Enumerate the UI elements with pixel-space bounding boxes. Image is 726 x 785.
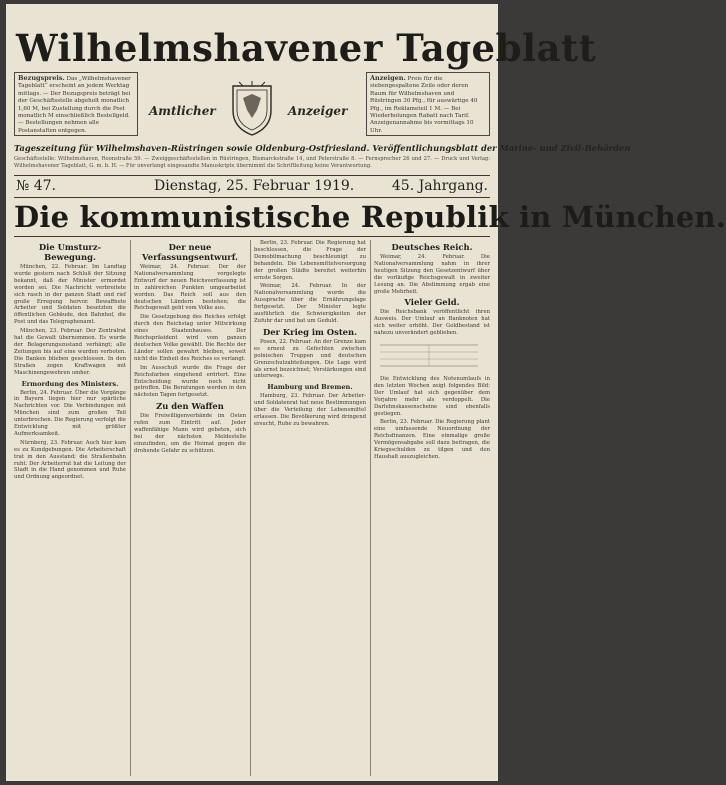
column-2-paragraph: Im Ausschuß wurde die Frage der Reichsfarben eingehend erörtert. Eine Entscheidung wurde noch nicht getroffen. Die Beratungen werden in den nächsten Tagen fortgesetzt. bbox=[134, 364, 246, 399]
column-2-heading: Zu den Waffen bbox=[156, 401, 224, 412]
column-4-paragraph: Berlin, 23. Februar. Die Regierung plant eine umfassende Neuordnung der Reichsfinanzen. Eine einmalige große Vermögensabgabe soll dazu beitragen, die Kriegsschulden zu tilgen und den Haushalt auszugleichen. bbox=[374, 419, 490, 460]
issue-date: Dienstag, 25. Februar 1919. bbox=[154, 178, 355, 194]
newspaper-page bbox=[6, 4, 726, 781]
coat-of-arms-icon bbox=[227, 80, 277, 138]
column-2-heading: Der neue Verfassungsentwurf. bbox=[142, 242, 238, 262]
column-1-heading: Die Umsturz-Bewegung. bbox=[38, 242, 102, 262]
column-1-paragraph: Nürnberg, 23. Februar. Auch hier kam es zu Kundgebungen. Die Arbeiterschaft trat in den Ausstand; die Straßenbahn ruht. Der Arbeiterrat hat die Leitung der Stadt in die Hand genommen und Ruhe und Ordnung angeordnet. bbox=[14, 439, 126, 481]
divider-headline bbox=[14, 236, 490, 237]
column-3-paragraph: Weimar, 24. Februar. In der Nationalversammlung wurde die Aussprache über die Ernährungslage fortgesetzt. Der Minister legte ausführlich die Schwierigkeiten der Zufuhr dar und bat um Geduld. bbox=[254, 283, 366, 324]
column-4-paragraph: Die Reichsbank veröffentlicht ihren Ausweis. Der Umlauf an Banknoten hat sich weiter erhöht. Der Goldbestand ist nahezu unverändert geblieben. bbox=[374, 309, 490, 337]
column-3-paragraph: Hamburg, 23. Februar. Der Arbeiter- und Soldatenrat hat neue Bestimmungen über die Verteilung der Lebensmittel erlassen. Die Bevölkerung wird dringend ersucht, Ruhe zu bewahren. bbox=[254, 393, 366, 427]
advertising-box-title: Anzeigen. bbox=[370, 74, 406, 82]
column-3-paragraph: Posen, 22. Februar. An der Grenze kam es erneut zu Gefechten zwischen polnischen Truppen und deutschen Grenzschutzabteilungen. Die Lage wird als ernst bezeichnet; Verstärkungen sind unterwegs. bbox=[254, 338, 366, 380]
subscription-box-title: Bezugspreis. bbox=[18, 74, 65, 82]
banknote-table-graphic bbox=[380, 343, 478, 369]
column-divider bbox=[130, 240, 131, 776]
column-1-paragraph: München, 23. Februar. Der Zentralrat hat die Gewalt übernommen. Es wurde der Belagerungszustand verhängt; alle Zeitungen bis auf eine wurden verboten. Die Banken blieben geschlossen. In den Straßen zogen Kraftwagen mit Maschinengewehren umher. bbox=[14, 328, 126, 376]
column-divider bbox=[370, 240, 371, 776]
column-3-paragraph: Berlin, 23. Februar. Die Regierung hat beschlossen, die Frage der Demobilmachung beschleunigt zu behandeln. Die Lebensmittelversorgung der großen Städte bereitet weiterhin ernste Sorgen. bbox=[254, 240, 366, 281]
column-4 bbox=[374, 240, 490, 776]
column-4-paragraph: Weimar, 24. Februar. Die Nationalversammlung nahm in ihrer heutigen Sitzung den Gesetzentwurf über die vorläufige Reichsgewalt in zweiter Lesung an. Die Abstimmung ergab eine große Mehrheit. bbox=[374, 254, 490, 295]
subscription-box bbox=[14, 72, 138, 136]
masthead-subtitle: Tageszeitung für Wilhelmshaven-Rüstringen sowie Oldenburg-Ostfriesland. Veröffentlichungsblatt der Marine- und Zivil-Behörden bbox=[14, 143, 631, 153]
column-3-heading: Der Krieg im Osten. bbox=[262, 326, 358, 337]
masthead-title: Wilhelmshavener Tageblatt bbox=[16, 26, 597, 70]
column-4-heading: Vieler Geld. bbox=[404, 297, 460, 308]
column-2-paragraph: Weimar, 24. Februar. Der der Nationalversammlung vorgelegte Entwurf der neuen Reichsverfassung ist in zahlreichen Punkten umgearbeitet worden. Das Reich soll aus den deutschen Ländern bestehen; die Reichsgewalt geht vom Volke aus. bbox=[134, 264, 246, 312]
publisher-contacts: Geschäftsstelle: Wilhelmshaven, Roonstraße 59. — Zweiggeschäftsstellen in Rüstringen, Bismarckstraße 14, und Peterstraße 8. — Fernsprecher 26 und 27. — Druck und Verlag: Wilhelmshavener Tageblatt, G. m. b. H. — Für unverlangt eingesandte Manuskripte übernimmt die Schriftleitung keine Verantwortung. bbox=[14, 156, 490, 169]
column-divider bbox=[250, 240, 251, 776]
column-1-subheading: Ermordung des Ministers. bbox=[21, 379, 119, 388]
column-3 bbox=[254, 240, 366, 776]
dateline bbox=[14, 176, 490, 196]
column-2 bbox=[134, 240, 246, 776]
column-4-paragraph: Die Entwicklung des Notenumlaufs in den letzten Wochen zeigt folgendes Bild: Der Umlauf hat sich gegenüber dem Vorjahre mehr als verdoppelt. Die Darlehnskassenscheine sind ebenfalls gestiegen. bbox=[374, 375, 490, 417]
column-1 bbox=[14, 240, 126, 776]
column-1-paragraph: München, 22. Februar. Im Landtag wurde gestern nach Schluß der Sitzung bekannt, daß der Minister ermordet worden sei. Die Nachricht verbreitete sich rasch in der ganzen Stadt und rief große Erregung hervor. Bewaffnete Arbeiter und Soldaten besetzten die öffentlichen Gebäude, den Bahnhof, die Post und das Telegraphenamt. bbox=[14, 264, 126, 326]
advertising-box-text: Preis für die siebengespaltene Zeile oder deren Raum für Wilhelmshaven und Rüstringen 30 Pfg., für auswärtige 40 Pfg., im Reklameteil 1 M. — Bei Wiederholungen Rabatt nach Tarif. Anzeigenannahme bis vormittags 10 Uhr. bbox=[370, 76, 478, 134]
issue-number: № 47. bbox=[16, 178, 56, 194]
main-headline: Die kommunistische Republik in München. bbox=[14, 200, 726, 234]
advertising-box bbox=[366, 72, 490, 136]
column-2-paragraph: Die Freiwilligenverbände im Osten rufen zum Eintritt auf. Jeder waffenfähige Mann wird gebeten, sich bei der nächsten Meldestelle einzufinden, um die Heimat gegen die drohende Gefahr zu schützen. bbox=[134, 413, 246, 454]
column-1-paragraph: Berlin, 24. Februar. Über die Vorgänge in Bayern liegen hier nur spärliche Nachrichten vor. Die Verbindungen mit München sind zum großen Teil unterbrochen. Die Regierung verfolgt die Entwicklung mit größter Aufmerksamkeit. bbox=[14, 389, 126, 437]
divider-dateline bbox=[14, 197, 490, 198]
column-2-paragraph: Die Gesetzgebung des Reiches erfolgt durch den Reichstag unter Mitwirkung eines Staatenhauses. Der Reichspräsident wird vom ganzen deutschen Volke gewählt. Die Rechte der Länder sollen gewahrt bleiben, soweit nicht die Einheit des Reiches es verlangt. bbox=[134, 314, 246, 362]
column-3-subheading: Hamburg und Bremen. bbox=[267, 383, 353, 392]
label-anzeiger: Anzeiger bbox=[288, 104, 348, 118]
subscription-box-text: Das „Wilhelmshavener Tageblatt“ erscheint an jedem Werktag mittags. — Der Bezugspreis beträgt bei der Geschäftsstelle abgeholt monatlich 1,60 M, bei Zustellung durch die Post monatlich M einschließlich Bestellgeld. — Bestellungen nehmen alle Postanstalten entgegen. bbox=[18, 76, 131, 134]
issue-year: 45. Jahrgang. bbox=[391, 178, 488, 194]
column-4-heading: Deutsches Reich. bbox=[391, 242, 473, 252]
label-amtlicher: Amtlicher bbox=[149, 104, 216, 118]
